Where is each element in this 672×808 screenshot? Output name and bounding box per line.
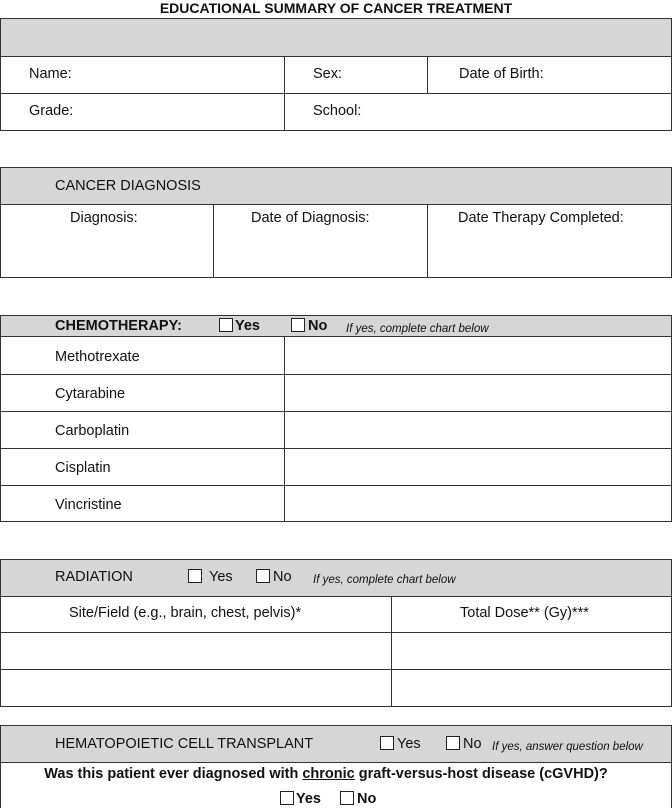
transplant-yes-checkbox[interactable]: [380, 736, 394, 750]
grade-field[interactable]: Grade:: [29, 103, 74, 119]
divider: [427, 56, 428, 93]
radiation-note: If yes, complete chart below: [313, 574, 456, 586]
divider: [213, 204, 214, 278]
radiation-no-label: No: [273, 569, 292, 585]
diagnosis-field[interactable]: Diagnosis:: [70, 210, 138, 226]
divider: [0, 448, 672, 449]
divider: [0, 669, 672, 670]
date-of-diagnosis-field[interactable]: Date of Diagnosis:: [251, 210, 370, 226]
chemo-yes-checkbox[interactable]: [219, 318, 233, 332]
cgvhd-no-checkbox[interactable]: [340, 791, 354, 805]
radiation-no-checkbox[interactable]: [256, 569, 270, 583]
drug-row-label: Vincristine: [55, 497, 122, 513]
divider: [284, 56, 285, 131]
radiation-section-title: RADIATION: [55, 569, 133, 585]
drug-row-label: Cytarabine: [55, 386, 126, 402]
divider: [0, 374, 672, 375]
transplant-no-label: No: [463, 736, 482, 752]
transplant-yes-label: Yes: [397, 736, 421, 752]
radiation-yes-checkbox[interactable]: [188, 569, 202, 583]
cgvhd-yes-label: Yes: [296, 791, 321, 807]
cgvhd-question: [0, 765, 652, 783]
demographics-header-band: [0, 18, 672, 57]
school-field[interactable]: School:: [313, 103, 362, 119]
transplant-no-checkbox[interactable]: [446, 736, 460, 750]
divider: [0, 485, 672, 486]
sex-field[interactable]: Sex:: [313, 66, 343, 82]
drug-row-label: Cisplatin: [55, 460, 111, 476]
divider: [427, 204, 428, 278]
diagnosis-section-title: CANCER DIAGNOSIS: [55, 178, 201, 194]
date-of-birth-field[interactable]: Date of Birth:: [459, 66, 544, 82]
radiation-yes-label: Yes: [209, 569, 233, 585]
divider: [0, 632, 672, 633]
chemo-no-label: No: [308, 318, 328, 334]
divider: [0, 93, 672, 94]
site-field-column-header: Site/Field (e.g., brain, chest, pelvis)*: [69, 605, 302, 621]
divider: [391, 596, 392, 707]
total-dose-column-header: Total Dose** (Gy)***: [460, 605, 589, 621]
chemo-note: If yes, complete chart below: [346, 323, 489, 335]
cgvhd-yes-checkbox[interactable]: [280, 791, 294, 805]
divider: [0, 411, 672, 412]
date-therapy-completed-field[interactable]: Date Therapy Completed:: [458, 210, 624, 226]
drug-row-label: Methotrexate: [55, 349, 140, 365]
cgvhd-question-end: graft-versus-host disease (cGVHD)?: [354, 766, 608, 782]
chemo-yes-label: Yes: [235, 318, 260, 334]
cgvhd-question-start: Was this patient ever diagnosed with: [44, 766, 303, 782]
drug-row-label: Carboplatin: [55, 423, 130, 439]
form-title: EDUCATIONAL SUMMARY OF CANCER TREATMENT: [159, 0, 513, 16]
name-field[interactable]: Name:: [29, 66, 72, 82]
chemotherapy-section-title: CHEMOTHERAPY:: [55, 318, 183, 334]
transplant-section-title: HEMATOPOIETIC CELL TRANSPLANT: [55, 736, 314, 752]
divider: [284, 336, 285, 522]
chemo-no-checkbox[interactable]: [291, 318, 305, 332]
cgvhd-question-emphasis: chronic: [302, 766, 355, 782]
cgvhd-no-label: No: [357, 791, 377, 807]
transplant-note: If yes, answer question below: [492, 741, 643, 753]
